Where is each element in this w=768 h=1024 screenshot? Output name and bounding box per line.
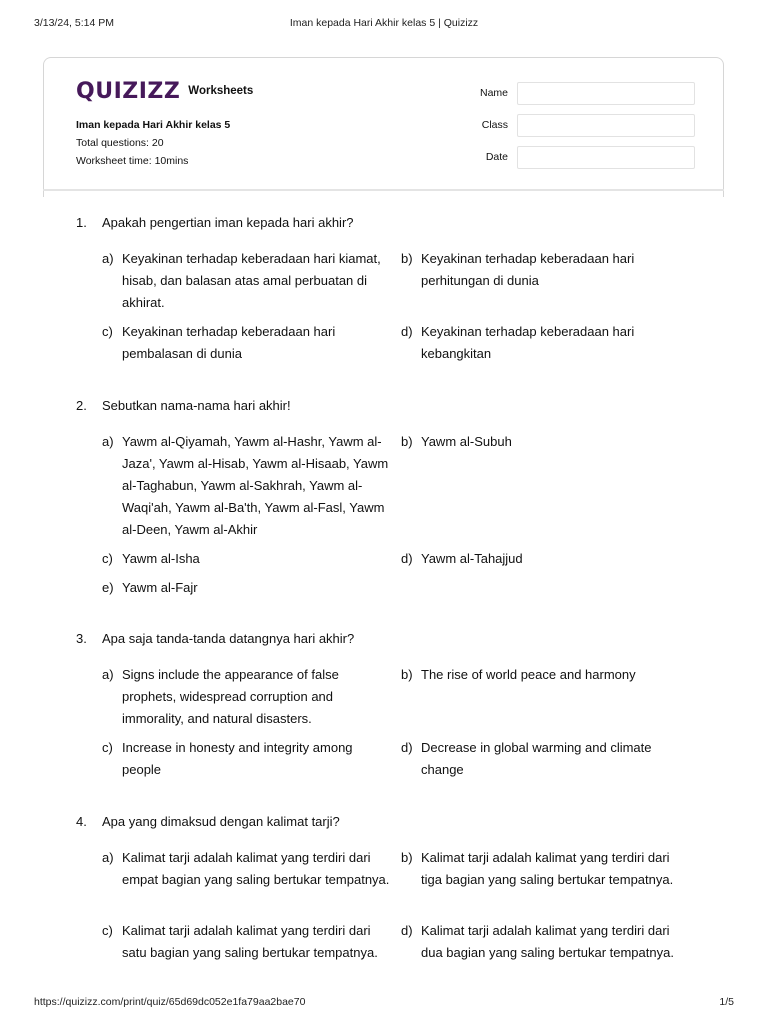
option-c: [102, 548, 390, 570]
option-e: [102, 577, 390, 599]
page-number: 1/5: [719, 996, 734, 1008]
worksheet-time: Worksheet time: 10mins: [76, 155, 189, 167]
question-text: Apa yang dimaksud dengan kalimat tarji?: [102, 814, 340, 829]
option-b: [401, 847, 689, 891]
option-text: Kalimat tarji adalah kalimat yang terdiri dari tiga bagian yang saling bertukar tempatnya.: [421, 850, 674, 887]
question-text: Apakah pengertian iman kepada hari akhir?: [102, 215, 354, 230]
option-letter: d): [401, 923, 413, 938]
print-url[interactable]: https://quizizz.com/print/quiz/65d69dc052e1fa79aa2bae70: [34, 996, 306, 1008]
option-letter: d): [401, 740, 413, 755]
option-letter: b): [401, 850, 413, 865]
option-text: Kalimat tarji adalah kalimat yang terdiri dari empat bagian yang saling bertukar tempatnya.: [122, 850, 390, 887]
question-3: [76, 628, 696, 784]
print-footer: [34, 996, 734, 1010]
option-c: [102, 920, 390, 964]
option-letter: d): [401, 324, 413, 339]
quizizz-logo: [76, 78, 253, 104]
date-label: Date: [485, 151, 508, 163]
total-questions: Total questions: 20: [76, 137, 164, 149]
option-d: [401, 737, 689, 781]
option-d: [401, 548, 689, 570]
option-letter: c): [102, 740, 113, 755]
option-b: [401, 664, 689, 686]
question-text: Sebutkan nama-nama hari akhir!: [102, 398, 291, 413]
option-letter: a): [102, 251, 114, 266]
class-field[interactable]: [517, 114, 695, 137]
worksheet-header-card: [43, 57, 724, 197]
date-field[interactable]: [517, 146, 695, 169]
option-text: Kalimat tarji adalah kalimat yang terdiri dari dua bagian yang saling bertukar tempatnya.: [421, 923, 674, 960]
option-text: Yawm al-Subuh: [421, 434, 512, 449]
option-text: Yawm al-Tahajjud: [421, 551, 523, 566]
option-a: [102, 431, 390, 541]
option-d: [401, 321, 689, 365]
option-letter: c): [102, 923, 113, 938]
option-letter: b): [401, 434, 413, 449]
option-a: [102, 664, 390, 730]
question-number: 4.: [76, 814, 87, 829]
question-number: 1.: [76, 215, 87, 230]
brand-logo-text: QUIZIZZ: [76, 78, 181, 104]
option-letter: a): [102, 667, 114, 682]
header-divider: [43, 189, 724, 191]
option-text: The rise of world peace and harmony: [421, 667, 636, 682]
option-text: Keyakinan terhadap keberadaan hari pembalasan di dunia: [122, 324, 336, 361]
print-datetime: 3/13/24, 5:14 PM: [34, 17, 114, 29]
class-label: Class: [481, 119, 508, 131]
option-b: [401, 431, 689, 453]
option-a: [102, 847, 390, 891]
option-a: [102, 248, 390, 314]
option-letter: c): [102, 324, 113, 339]
question-number: 2.: [76, 398, 87, 413]
print-header: [34, 17, 734, 31]
option-text: Yawm al-Fajr: [122, 580, 198, 595]
option-letter: b): [401, 667, 413, 682]
question-4: [76, 811, 696, 967]
name-field[interactable]: [517, 82, 695, 105]
option-text: Keyakinan terhadap keberadaan hari kiamat, hisab, dan balasan atas amal perbuatan di akhirat.: [122, 251, 381, 310]
question-2: [76, 395, 696, 611]
option-c: [102, 321, 390, 365]
option-b: [401, 248, 689, 292]
worksheet-title: Iman kepada Hari Akhir kelas 5: [76, 119, 231, 131]
option-c: [102, 737, 390, 781]
option-letter: e): [102, 580, 114, 595]
option-letter: c): [102, 551, 113, 566]
print-page-title: Iman kepada Hari Akhir kelas 5 | Quizizz: [289, 17, 479, 29]
option-text: Keyakinan terhadap keberadaan hari perhitungan di dunia: [421, 251, 635, 288]
option-letter: a): [102, 850, 114, 865]
option-text: Signs include the appearance of false prophets, widespread corruption and immorality, and natural disasters.: [122, 667, 339, 726]
option-letter: a): [102, 434, 114, 449]
option-text: Kalimat tarji adalah kalimat yang terdiri dari satu bagian yang saling bertukar tempatnya.: [122, 923, 378, 960]
question-number: 3.: [76, 631, 87, 646]
option-d: [401, 920, 689, 964]
option-text: Keyakinan terhadap keberadaan hari kebangkitan: [421, 324, 635, 361]
option-text: Decrease in global warming and climate change: [421, 740, 652, 777]
option-text: Yawm al-Qiyamah, Yawm al-Hashr, Yawm al-Jaza', Yawm al-Hisab, Yawm al-Hisaab, Yawm al-Taghabun, Yawm al-Sakhrah, Yawm al-Waqi'ah, Yawm al-Ba'th, Yawm al-Fasl, Yawm al-Deen, Yawm al-Akhir: [122, 434, 389, 537]
name-label: Name: [479, 87, 508, 99]
question-1: [76, 212, 696, 368]
product-label: Worksheets: [188, 85, 254, 97]
question-text: Apa saja tanda-tanda datangnya hari akhir?: [102, 631, 355, 646]
option-letter: d): [401, 551, 413, 566]
option-text: Yawm al-Isha: [122, 551, 200, 566]
option-text: Increase in honesty and integrity among people: [122, 740, 353, 777]
option-letter: b): [401, 251, 413, 266]
